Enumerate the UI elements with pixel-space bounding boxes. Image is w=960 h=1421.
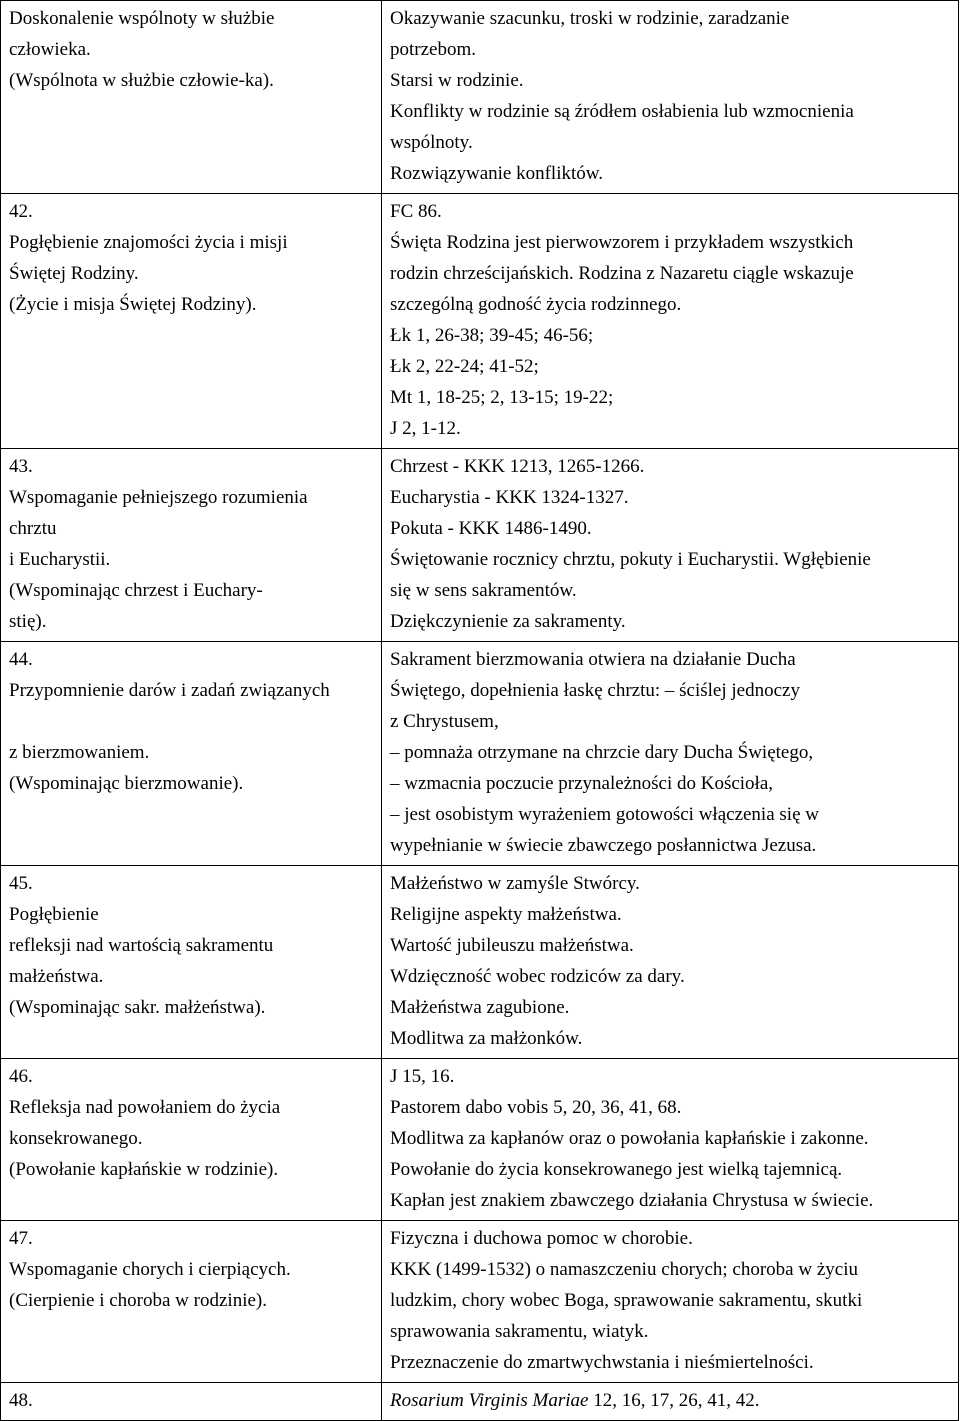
content-line: Wartość jubileuszu małżeństwa.: [390, 935, 634, 956]
topic-line: 44.: [9, 649, 33, 670]
topic-line: refleksji nad wartością sakramentu: [9, 935, 274, 956]
content-line: Rozwiązywanie konfliktów.: [390, 163, 603, 184]
topic-line: 45.: [9, 873, 33, 894]
content-cell: [382, 194, 959, 449]
topic-line: Przypomnienie darów i zadań związanych: [9, 680, 330, 701]
topic-line: stię).: [9, 611, 47, 632]
table-row: [1, 449, 959, 642]
topic-line: człowieka.: [9, 39, 91, 60]
content-line: Małżeństwo w zamyśle Stwórcy.: [390, 873, 640, 894]
content-cell: [382, 1221, 959, 1383]
content-cell: [382, 1383, 959, 1421]
table-row: [1, 194, 959, 449]
content-line: Modlitwa za kapłanów oraz o powołania kapłańskie i zakonne.: [390, 1128, 869, 1149]
topic-line: chrztu: [9, 518, 57, 539]
topic-line: (Powołanie kapłańskie w rodzinie).: [9, 1159, 279, 1180]
table-row: [1, 866, 959, 1059]
topic-line: Wspomaganie chorych i cierpiących.: [9, 1259, 291, 1280]
content-line: sprawowania sakramentu, wiatyk.: [390, 1321, 649, 1342]
table-row: [1, 1383, 959, 1421]
topic-cell: [1, 1, 382, 194]
content-line: Wdzięczność wobec rodziców za dary.: [390, 966, 685, 987]
content-line: KKK (1499-1532) o namaszczeniu chorych; choroba w życiu: [390, 1259, 858, 1280]
topic-line: (Życie i misja Świętej Rodziny).: [9, 294, 257, 315]
topic-line: konsekrowanego.: [9, 1128, 143, 1149]
table-row: [1, 642, 959, 866]
topic-cell: [1, 642, 382, 866]
topic-cell: [1, 1059, 382, 1221]
topic-cell: [1, 194, 382, 449]
content-line: Fizyczna i duchowa pomoc w chorobie.: [390, 1228, 693, 1249]
topic-line: (Wspominając chrzest i Euchary-: [9, 580, 263, 601]
table-row: [1, 1, 959, 194]
content-line: wypełnianie w świecie zbawczego posłannictwa Jezusa.: [390, 835, 817, 856]
blank-line: [9, 706, 381, 737]
content-line: Świętowanie rocznicy chrztu, pokuty i Eucharystii. Wgłębienie: [390, 549, 871, 570]
topic-line: (Wspominając sakr. małżeństwa).: [9, 997, 266, 1018]
document-title-italic: Rosarium Virginis Mariae: [390, 1390, 589, 1411]
topic-line: (Cierpienie i choroba w rodzinie).: [9, 1290, 267, 1311]
topic-line: (Wspólnota w służbie człowie-ka).: [9, 70, 274, 91]
content-line: Modlitwa za małżonków.: [390, 1028, 583, 1049]
content-line: [390, 1385, 958, 1416]
table-row: [1, 1221, 959, 1383]
content-line: szczególną godność życia rodzinnego.: [390, 294, 682, 315]
topic-line: 42.: [9, 201, 33, 222]
topic-line: małżeństwa.: [9, 966, 104, 987]
content-line: się w sens sakramentów.: [390, 580, 577, 601]
topic-line: Wspomaganie pełniejszego rozumienia: [9, 487, 308, 508]
topic-line: Doskonalenie wspólnoty w służbie: [9, 8, 275, 29]
topic-line: Świętej Rodziny.: [9, 263, 139, 284]
content-line: Święta Rodzina jest pierwowzorem i przykładem wszystkich: [390, 232, 854, 253]
content-line: z Chrystusem,: [390, 711, 499, 732]
content-line: – jest osobistym wyrażeniem gotowości włączenia się w: [390, 804, 819, 825]
table-row: [1, 1059, 959, 1221]
content-line: Łk 2, 22-24; 41-52;: [390, 356, 539, 377]
content-cell: [382, 1, 959, 194]
topic-line: Refleksja nad powołaniem do życia: [9, 1097, 281, 1118]
topic-line: z bierzmowaniem.: [9, 742, 150, 763]
content-line: Konflikty w rodzinie są źródłem osłabienia lub wzmocnienia: [390, 101, 854, 122]
topic-line: 47.: [9, 1228, 33, 1249]
topic-cell: [1, 1383, 382, 1421]
paragraph-numbers: 12, 16, 17, 26, 41, 42.: [588, 1390, 760, 1411]
content-cell: [382, 449, 959, 642]
topic-line: i Eucharystii.: [9, 549, 111, 570]
content-cell: [382, 642, 959, 866]
topic-line: Pogłębienie: [9, 904, 99, 925]
table-body: [1, 1, 959, 1421]
content-line: wspólnoty.: [390, 132, 473, 153]
content-line: J 15, 16.: [390, 1066, 455, 1087]
content-line: Sakrament bierzmowania otwiera na działanie Ducha: [390, 649, 796, 670]
content-line: potrzebom.: [390, 39, 477, 60]
content-line: Okazywanie szacunku, troski w rodzinie, zaradzanie: [390, 8, 790, 29]
content-line: Powołanie do życia konsekrowanego jest wielką tajemnicą.: [390, 1159, 843, 1180]
topic-cell: [1, 866, 382, 1059]
topic-line: (Wspominając bierzmowanie).: [9, 773, 244, 794]
content-line: Eucharystia - KKK 1324-1327.: [390, 487, 629, 508]
topic-line: 48.: [9, 1390, 33, 1411]
content-line: ludzkim, chory wobec Boga, sprawowanie sakramentu, skutki: [390, 1290, 863, 1311]
content-line: rodzin chrześcijańskich. Rodzina z Nazaretu ciągle wskazuje: [390, 263, 854, 284]
topic-line: 46.: [9, 1066, 33, 1087]
content-line: Religijne aspekty małżeństwa.: [390, 904, 622, 925]
content-line: Przeznaczenie do zmartwychwstania i nieśmiertelności.: [390, 1352, 814, 1373]
topic-cell: [1, 1221, 382, 1383]
topic-line: Pogłębienie znajomości życia i misji: [9, 232, 288, 253]
topic-line: 43.: [9, 456, 33, 477]
content-line: Małżeństwa zagubione.: [390, 997, 570, 1018]
content-line: Dziękczynienie za sakramenty.: [390, 611, 626, 632]
content-line: – pomnaża otrzymane na chrzcie dary Ducha Świętego,: [390, 742, 814, 763]
content-line: Starsi w rodzinie.: [390, 70, 524, 91]
content-line: – wzmacnia poczucie przynależności do Kościoła,: [390, 773, 774, 794]
content-line: Mt 1, 18-25; 2, 13-15; 19-22;: [390, 387, 614, 408]
content-cell: [382, 1059, 959, 1221]
content-cell: [382, 866, 959, 1059]
content-line: FC 86.: [390, 201, 442, 222]
content-line: Chrzest - KKK 1213, 1265-1266.: [390, 456, 645, 477]
topic-cell: [1, 449, 382, 642]
content-line: Świętego, dopełnienia łaskę chrztu: – ściślej jednoczy: [390, 680, 800, 701]
content-line: Kapłan jest znakiem zbawczego działania Chrystusa w świecie.: [390, 1190, 874, 1211]
content-line: Pokuta - KKK 1486-1490.: [390, 518, 592, 539]
content-line: Pastorem dabo vobis 5, 20, 36, 41, 68.: [390, 1097, 682, 1118]
content-line: Łk 1, 26-38; 39-45; 46-56;: [390, 325, 594, 346]
content-line: J 2, 1-12.: [390, 418, 461, 439]
